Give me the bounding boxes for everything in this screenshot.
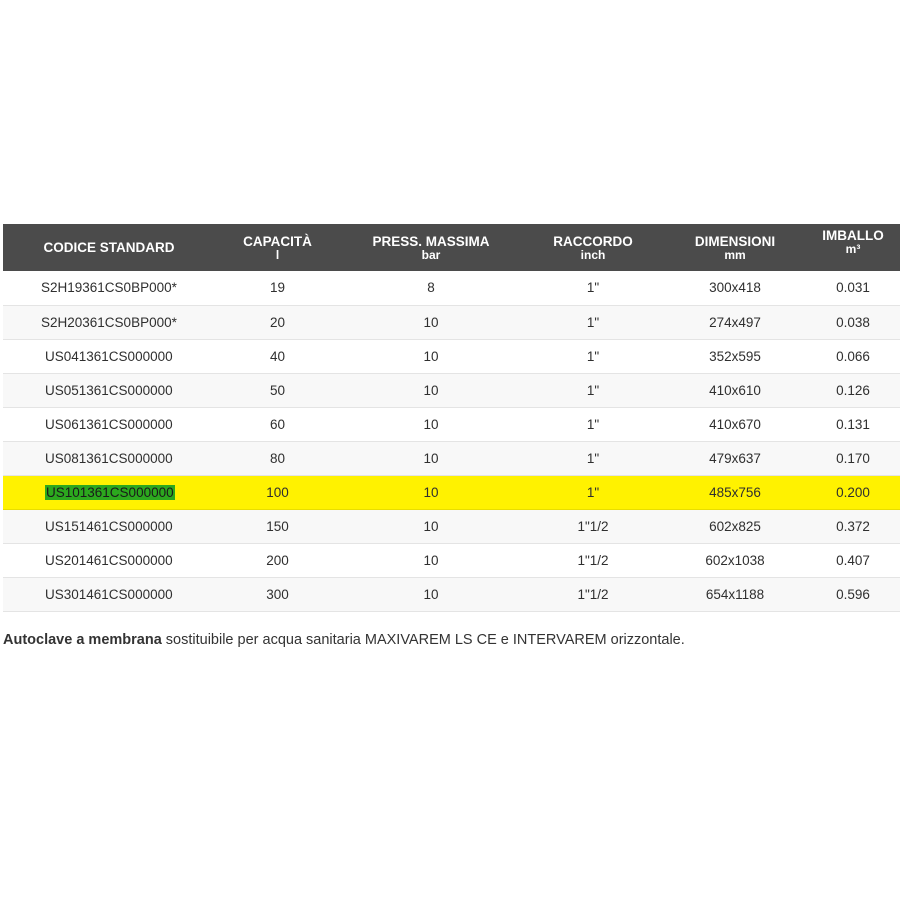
code-text: US061361CS000000 bbox=[45, 416, 173, 432]
table-row bbox=[3, 577, 900, 611]
cell-fitting: 1" bbox=[586, 314, 600, 330]
cell-fitting: 1" bbox=[586, 348, 600, 364]
cell-dimensions: 300x418 bbox=[709, 280, 761, 296]
code-text: US151461CS000000 bbox=[45, 518, 173, 534]
table-row-highlighted bbox=[3, 475, 900, 509]
header-code-label: CODICE STANDARD bbox=[43, 240, 175, 255]
cell-pressure: 10 bbox=[423, 416, 439, 432]
header-dimensions bbox=[664, 224, 806, 271]
cell-dimensions: 654x1188 bbox=[705, 586, 765, 602]
cell-code bbox=[3, 577, 215, 611]
cell-code bbox=[3, 509, 215, 543]
cell-packaging: 0.372 bbox=[836, 518, 870, 534]
product-table bbox=[3, 224, 900, 612]
header-pressure bbox=[340, 224, 522, 271]
cell-packaging: 0.596 bbox=[836, 586, 870, 602]
cell-fitting: 1"1/2 bbox=[577, 518, 609, 534]
table-header-row bbox=[3, 224, 900, 271]
cell-capacity: 80 bbox=[269, 450, 286, 466]
table-row bbox=[3, 373, 900, 407]
header-packaging-label: IMBALLO bbox=[822, 227, 884, 243]
cell-fitting: 1"1/2 bbox=[577, 552, 609, 568]
cell-dimensions: 410x610 bbox=[709, 382, 761, 398]
code-text: US201461CS000000 bbox=[45, 552, 173, 568]
cell-dimensions: 602x1038 bbox=[705, 552, 765, 568]
cell-capacity: 100 bbox=[266, 484, 289, 500]
table-row bbox=[3, 509, 900, 543]
header-fitting bbox=[522, 224, 664, 271]
cell-packaging: 0.031 bbox=[836, 280, 870, 296]
cell-code bbox=[3, 407, 215, 441]
cell-pressure: 10 bbox=[423, 382, 439, 398]
cell-pressure: 10 bbox=[423, 348, 439, 364]
table-row bbox=[3, 543, 900, 577]
cell-capacity: 50 bbox=[269, 382, 286, 398]
cell-fitting: 1"1/2 bbox=[577, 586, 609, 602]
header-dimensions-label: DIMENSIONI bbox=[694, 233, 776, 249]
cell-fitting: 1" bbox=[586, 450, 600, 466]
table-row bbox=[3, 271, 900, 305]
cell-pressure: 10 bbox=[423, 484, 439, 500]
code-text: S2H20361CS0BP000* bbox=[41, 314, 177, 330]
cell-pressure: 10 bbox=[423, 314, 439, 330]
header-fitting-label: RACCORDO bbox=[553, 233, 633, 249]
cell-fitting: 1" bbox=[586, 416, 600, 432]
header-capacity-label: CAPACITÀ bbox=[243, 233, 312, 249]
cell-capacity: 40 bbox=[269, 348, 286, 364]
cell-packaging: 0.170 bbox=[836, 450, 870, 466]
cell-code bbox=[3, 441, 215, 475]
cell-code bbox=[3, 373, 215, 407]
cell-dimensions: 352x595 bbox=[709, 348, 761, 364]
header-packaging bbox=[806, 224, 900, 271]
caption-rest: sostituibile per acqua sanitaria MAXIVAREM LS CE e INTERVAREM orizzontale. bbox=[161, 632, 685, 648]
cell-packaging: 0.407 bbox=[836, 552, 870, 568]
header-capacity bbox=[215, 224, 340, 271]
product-caption bbox=[3, 632, 685, 648]
header-fitting-unit: inch bbox=[580, 247, 606, 262]
cell-code bbox=[3, 305, 215, 339]
code-text-selected[interactable]: US101361CS000000 bbox=[46, 484, 174, 500]
table-row bbox=[3, 407, 900, 441]
cell-dimensions: 410x670 bbox=[709, 416, 761, 432]
cell-capacity: 200 bbox=[266, 552, 289, 568]
cell-dimensions: 274x497 bbox=[709, 314, 761, 330]
cell-fitting: 1" bbox=[586, 484, 600, 500]
code-text: US301461CS000000 bbox=[45, 586, 173, 602]
cell-dimensions: 479x637 bbox=[709, 450, 761, 466]
cell-code bbox=[3, 339, 215, 373]
header-pressure-label: PRESS. MASSIMA bbox=[372, 233, 490, 249]
cell-pressure: 10 bbox=[423, 586, 439, 602]
cell-capacity: 300 bbox=[266, 586, 289, 602]
header-code bbox=[3, 224, 215, 271]
code-text: US081361CS000000 bbox=[45, 450, 173, 466]
header-packaging-unit: m³ bbox=[845, 241, 861, 256]
cell-pressure: 10 bbox=[423, 450, 439, 466]
table-row bbox=[3, 305, 900, 339]
table-row bbox=[3, 441, 900, 475]
cell-packaging: 0.038 bbox=[836, 314, 870, 330]
cell-packaging: 0.066 bbox=[836, 348, 870, 364]
cell-capacity: 60 bbox=[269, 416, 286, 432]
table-row bbox=[3, 339, 900, 373]
cell-fitting: 1" bbox=[586, 280, 600, 296]
product-table-container bbox=[3, 224, 900, 612]
cell-pressure: 10 bbox=[423, 518, 439, 534]
cell-pressure: 10 bbox=[423, 552, 439, 568]
cell-fitting: 1" bbox=[586, 382, 600, 398]
cell-packaging: 0.131 bbox=[836, 416, 870, 432]
cell-packaging: 0.200 bbox=[836, 484, 870, 500]
cell-packaging: 0.126 bbox=[836, 382, 870, 398]
cell-capacity: 150 bbox=[266, 518, 289, 534]
cell-code bbox=[3, 271, 215, 305]
cell-dimensions: 485x756 bbox=[709, 484, 761, 500]
header-pressure-unit: bar bbox=[421, 247, 441, 262]
caption-bold: Autoclave a membrana bbox=[3, 632, 162, 648]
cell-capacity: 19 bbox=[269, 280, 286, 296]
cell-code bbox=[3, 543, 215, 577]
code-text: US051361CS000000 bbox=[45, 382, 173, 398]
header-dimensions-unit: mm bbox=[724, 247, 746, 262]
cell-code bbox=[3, 475, 215, 509]
cell-capacity: 20 bbox=[269, 314, 286, 330]
cell-dimensions: 602x825 bbox=[709, 518, 761, 534]
code-text: US041361CS000000 bbox=[45, 348, 173, 364]
cell-pressure: 8 bbox=[427, 280, 435, 296]
header-capacity-unit: l bbox=[275, 247, 280, 262]
code-text: S2H19361CS0BP000* bbox=[41, 280, 177, 296]
